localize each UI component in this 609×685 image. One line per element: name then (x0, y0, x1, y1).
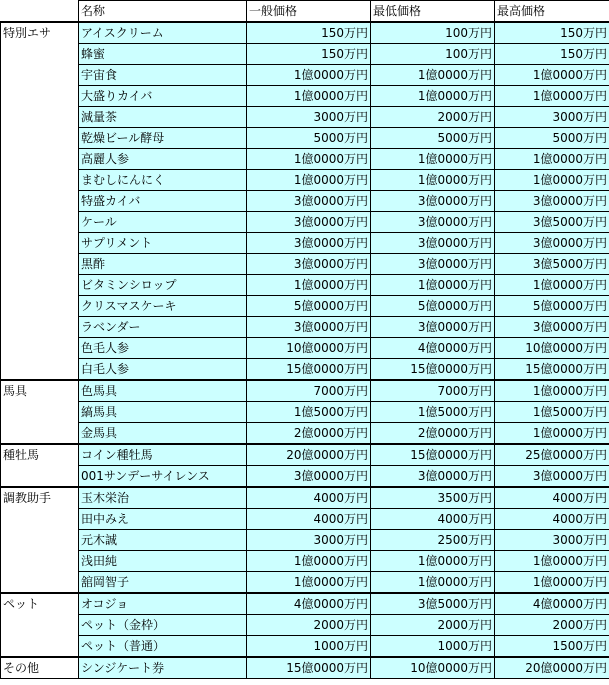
item-name-cell: 舘岡智子 (79, 572, 247, 594)
general-price-cell: 4億0000万円 (247, 593, 371, 615)
min-price-cell: 1億0000万円 (371, 65, 495, 86)
max-price-cell: 25億0000万円 (495, 444, 609, 466)
general-price-cell: 7000万円 (247, 380, 371, 402)
header-min-price: 最低価格 (371, 1, 495, 23)
min-price-cell: 4000万円 (371, 509, 495, 530)
max-price-cell: 10億0000万円 (495, 338, 609, 359)
item-name-cell: 色毛人参 (79, 338, 247, 359)
item-name-cell: 乾燥ビール酵母 (79, 128, 247, 149)
min-price-cell: 3億0000万円 (371, 212, 495, 233)
header-general-price: 一般価格 (247, 1, 371, 23)
max-price-cell: 4000万円 (495, 509, 609, 530)
item-name-cell: ケール (79, 212, 247, 233)
item-name-cell: ペット（普通） (79, 636, 247, 658)
table-row (1, 86, 609, 107)
max-price-cell: 5億0000万円 (495, 296, 609, 317)
corner-cell (1, 1, 79, 23)
header-max-price: 最高価格 (495, 1, 609, 23)
max-price-cell: 150万円 (495, 44, 609, 65)
max-price-cell: 1億0000万円 (495, 551, 609, 572)
general-price-cell: 20億0000万円 (247, 444, 371, 466)
table-row (1, 615, 609, 636)
category-cell: 特別エサ (1, 22, 79, 380)
general-price-cell: 1000万円 (247, 636, 371, 658)
max-price-cell: 20億0000万円 (495, 657, 609, 679)
general-price-cell: 1億0000万円 (247, 149, 371, 170)
header-name: 名称 (79, 1, 247, 23)
general-price-cell: 3億0000万円 (247, 212, 371, 233)
general-price-cell: 3000万円 (247, 107, 371, 128)
min-price-cell: 7000万円 (371, 380, 495, 402)
item-name-cell: オコジョ (79, 593, 247, 615)
general-price-cell: 1億0000万円 (247, 86, 371, 107)
general-price-cell: 3000万円 (247, 530, 371, 551)
item-name-cell: まむしにんにく (79, 170, 247, 191)
general-price-cell: 3億0000万円 (247, 466, 371, 488)
min-price-cell: 1000万円 (371, 636, 495, 658)
item-name-cell: ラベンダー (79, 317, 247, 338)
general-price-cell: 3億0000万円 (247, 233, 371, 254)
table-row (1, 509, 609, 530)
item-name-cell: コイン種牡馬 (79, 444, 247, 466)
category-cell: その他 (1, 657, 79, 679)
min-price-cell: 15億0000万円 (371, 359, 495, 381)
table-row (1, 444, 609, 466)
min-price-cell: 2億0000万円 (371, 423, 495, 445)
general-price-cell: 1億0000万円 (247, 572, 371, 594)
max-price-cell: 3000万円 (495, 107, 609, 128)
category-cell: ペット (1, 593, 79, 657)
general-price-cell: 3億0000万円 (247, 191, 371, 212)
min-price-cell: 1億0000万円 (371, 572, 495, 594)
header-row (1, 1, 609, 23)
max-price-cell: 1億0000万円 (495, 423, 609, 445)
item-name-cell: 減量茶 (79, 107, 247, 128)
min-price-cell: 100万円 (371, 44, 495, 65)
general-price-cell: 5000万円 (247, 128, 371, 149)
general-price-cell: 3億0000万円 (247, 254, 371, 275)
item-name-cell: 玉木栄治 (79, 487, 247, 509)
min-price-cell: 1億0000万円 (371, 551, 495, 572)
table-row (1, 487, 609, 509)
item-name-cell: 宇宙食 (79, 65, 247, 86)
min-price-cell: 3億0000万円 (371, 317, 495, 338)
max-price-cell: 15億0000万円 (495, 359, 609, 381)
item-name-cell: サプリメント (79, 233, 247, 254)
min-price-cell: 3億0000万円 (371, 233, 495, 254)
category-cell: 馬具 (1, 380, 79, 444)
general-price-cell: 4000万円 (247, 487, 371, 509)
max-price-cell: 3億0000万円 (495, 233, 609, 254)
general-price-cell: 3億0000万円 (247, 317, 371, 338)
min-price-cell: 3億0000万円 (371, 254, 495, 275)
max-price-cell: 3000万円 (495, 530, 609, 551)
table-row (1, 212, 609, 233)
item-name-cell: ペット（金枠） (79, 615, 247, 636)
general-price-cell: 10億0000万円 (247, 338, 371, 359)
item-name-cell: シンジケート券 (79, 657, 247, 679)
min-price-cell: 15億0000万円 (371, 444, 495, 466)
min-price-cell: 2000万円 (371, 107, 495, 128)
general-price-cell: 4000万円 (247, 509, 371, 530)
table-row (1, 551, 609, 572)
item-name-cell: 特盛カイバ (79, 191, 247, 212)
table-row (1, 530, 609, 551)
table-row (1, 338, 609, 359)
general-price-cell: 2億0000万円 (247, 423, 371, 445)
item-name-cell: 縞馬具 (79, 402, 247, 423)
min-price-cell: 1億0000万円 (371, 149, 495, 170)
general-price-cell: 2000万円 (247, 615, 371, 636)
item-name-cell: 高麗人参 (79, 149, 247, 170)
table-row (1, 149, 609, 170)
general-price-cell: 150万円 (247, 44, 371, 65)
category-cell: 種牡馬 (1, 444, 79, 487)
max-price-cell: 2000万円 (495, 615, 609, 636)
min-price-cell: 5億0000万円 (371, 296, 495, 317)
max-price-cell: 1500万円 (495, 636, 609, 658)
item-name-cell: 田中みえ (79, 509, 247, 530)
table-row (1, 44, 609, 65)
table-row (1, 593, 609, 615)
min-price-cell: 3億0000万円 (371, 191, 495, 212)
table-row (1, 657, 609, 679)
general-price-cell: 150万円 (247, 22, 371, 44)
table-row (1, 107, 609, 128)
item-name-cell: クリスマスケーキ (79, 296, 247, 317)
item-name-cell: 浅田純 (79, 551, 247, 572)
max-price-cell: 1億0000万円 (495, 572, 609, 594)
min-price-cell: 3億5000万円 (371, 593, 495, 615)
general-price-cell: 15億0000万円 (247, 359, 371, 381)
table-row (1, 423, 609, 445)
item-name-cell: 色馬具 (79, 380, 247, 402)
min-price-cell: 3億0000万円 (371, 466, 495, 488)
table-row (1, 636, 609, 658)
table-row (1, 296, 609, 317)
max-price-cell: 3億5000万円 (495, 254, 609, 275)
max-price-cell: 4億0000万円 (495, 593, 609, 615)
item-name-cell: 001サンデーサイレンス (79, 466, 247, 488)
table-row (1, 572, 609, 594)
min-price-cell: 3500万円 (371, 487, 495, 509)
item-name-cell: 蜂蜜 (79, 44, 247, 65)
table-row (1, 466, 609, 488)
table-row (1, 170, 609, 191)
max-price-cell: 3億0000万円 (495, 317, 609, 338)
general-price-cell: 1億0000万円 (247, 275, 371, 296)
max-price-cell: 3億5000万円 (495, 212, 609, 233)
min-price-cell: 1億0000万円 (371, 170, 495, 191)
item-name-cell: 白毛人参 (79, 359, 247, 381)
item-name-cell: アイスクリーム (79, 22, 247, 44)
table-row (1, 233, 609, 254)
min-price-cell: 5000万円 (371, 128, 495, 149)
item-name-cell: 大盛りカイバ (79, 86, 247, 107)
table-row (1, 380, 609, 402)
max-price-cell: 150万円 (495, 22, 609, 44)
table-row (1, 65, 609, 86)
category-cell: 調教助手 (1, 487, 79, 593)
max-price-cell: 3億0000万円 (495, 466, 609, 488)
general-price-cell: 1億5000万円 (247, 402, 371, 423)
max-price-cell: 1億5000万円 (495, 402, 609, 423)
min-price-cell: 10億0000万円 (371, 657, 495, 679)
item-name-cell: 金馬具 (79, 423, 247, 445)
max-price-cell: 1億0000万円 (495, 86, 609, 107)
max-price-cell: 4000万円 (495, 487, 609, 509)
general-price-cell: 1億0000万円 (247, 65, 371, 86)
min-price-cell: 2500万円 (371, 530, 495, 551)
table-row (1, 402, 609, 423)
min-price-cell: 4億0000万円 (371, 338, 495, 359)
general-price-cell: 5億0000万円 (247, 296, 371, 317)
table-row (1, 254, 609, 275)
item-name-cell: ビタミンシロップ (79, 275, 247, 296)
max-price-cell: 1億0000万円 (495, 380, 609, 402)
max-price-cell: 3億0000万円 (495, 191, 609, 212)
min-price-cell: 1億0000万円 (371, 86, 495, 107)
item-name-cell: 元木誠 (79, 530, 247, 551)
max-price-cell: 1億0000万円 (495, 65, 609, 86)
max-price-cell: 1億0000万円 (495, 149, 609, 170)
table-row (1, 128, 609, 149)
min-price-cell: 1億0000万円 (371, 275, 495, 296)
max-price-cell: 1億0000万円 (495, 170, 609, 191)
table-row (1, 22, 609, 44)
max-price-cell: 5000万円 (495, 128, 609, 149)
item-name-cell: 黒酢 (79, 254, 247, 275)
min-price-cell: 2000万円 (371, 615, 495, 636)
max-price-cell: 1億0000万円 (495, 275, 609, 296)
table-row (1, 191, 609, 212)
table-row (1, 359, 609, 381)
min-price-cell: 1億5000万円 (371, 402, 495, 423)
general-price-cell: 1億0000万円 (247, 551, 371, 572)
table-row (1, 275, 609, 296)
table-row (1, 317, 609, 338)
general-price-cell: 1億0000万円 (247, 170, 371, 191)
min-price-cell: 100万円 (371, 22, 495, 44)
general-price-cell: 15億0000万円 (247, 657, 371, 679)
